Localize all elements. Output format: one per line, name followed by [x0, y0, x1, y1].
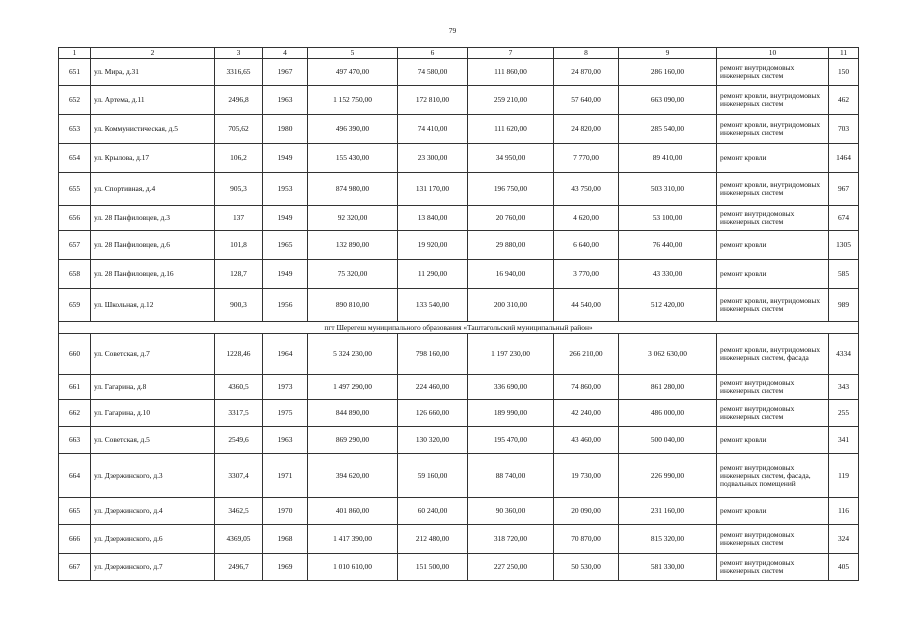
row-number: 666 — [59, 525, 91, 554]
address-cell: ул. Гагарина, д.10 — [91, 400, 215, 427]
amount-cell: 42 240,00 — [554, 400, 619, 427]
table-row — [59, 86, 859, 115]
amount-cell: 224 460,00 — [398, 375, 468, 400]
amount-cell: 130 320,00 — [398, 427, 468, 454]
row-number: 651 — [59, 59, 91, 86]
amount-cell: 3 770,00 — [554, 260, 619, 289]
area-cell: 4360,5 — [215, 375, 263, 400]
amount-cell: 13 840,00 — [398, 206, 468, 231]
amount-cell: 44 540,00 — [554, 289, 619, 322]
table-row — [59, 525, 859, 554]
work-type-cell: ремонт внутридомовых инженерных систем — [717, 59, 829, 86]
area-cell: 128,7 — [215, 260, 263, 289]
capital-repair-table — [58, 47, 859, 581]
amount-cell: 43 460,00 — [554, 427, 619, 454]
column-header: 11 — [829, 48, 859, 59]
amount-cell: 227 250,00 — [468, 554, 554, 581]
row-number: 665 — [59, 498, 91, 525]
area-cell: 2496,8 — [215, 86, 263, 115]
year-cell: 1963 — [263, 86, 308, 115]
total-cost-cell: 1 010 610,00 — [308, 554, 398, 581]
value-cell: 703 — [829, 115, 859, 144]
total-cost-cell: 1 152 750,00 — [308, 86, 398, 115]
table-row — [59, 427, 859, 454]
amount-cell: 231 160,00 — [619, 498, 717, 525]
work-type-cell: ремонт внутридомовых инженерных систем, фасада, подвальных помещений — [717, 454, 829, 498]
address-cell: ул. Школьная, д.12 — [91, 289, 215, 322]
amount-cell: 266 210,00 — [554, 334, 619, 375]
area-cell: 900,3 — [215, 289, 263, 322]
amount-cell: 512 420,00 — [619, 289, 717, 322]
amount-cell: 500 040,00 — [619, 427, 717, 454]
amount-cell: 24 820,00 — [554, 115, 619, 144]
total-cost-cell: 869 290,00 — [308, 427, 398, 454]
year-cell: 1967 — [263, 59, 308, 86]
work-type-cell: ремонт кровли — [717, 144, 829, 173]
address-cell: ул. 28 Панфиловцев, д.16 — [91, 260, 215, 289]
amount-cell: 53 100,00 — [619, 206, 717, 231]
amount-cell: 4 620,00 — [554, 206, 619, 231]
table-row — [59, 260, 859, 289]
amount-cell: 861 280,00 — [619, 375, 717, 400]
work-type-cell: ремонт кровли — [717, 260, 829, 289]
value-cell: 4334 — [829, 334, 859, 375]
value-cell: 989 — [829, 289, 859, 322]
area-cell: 3317,5 — [215, 400, 263, 427]
amount-cell: 1 197 230,00 — [468, 334, 554, 375]
amount-cell: 29 880,00 — [468, 231, 554, 260]
amount-cell: 74 860,00 — [554, 375, 619, 400]
address-cell: ул. Дзержинского, д.3 — [91, 454, 215, 498]
amount-cell: 195 470,00 — [468, 427, 554, 454]
row-number: 667 — [59, 554, 91, 581]
amount-cell: 172 810,00 — [398, 86, 468, 115]
total-cost-cell: 844 890,00 — [308, 400, 398, 427]
area-cell: 101,8 — [215, 231, 263, 260]
table-row — [59, 206, 859, 231]
address-cell: ул. Крылова, д.17 — [91, 144, 215, 173]
total-cost-cell: 890 810,00 — [308, 289, 398, 322]
work-type-cell: ремонт кровли, внутридомовых инженерных систем — [717, 86, 829, 115]
column-header: 7 — [468, 48, 554, 59]
amount-cell: 90 360,00 — [468, 498, 554, 525]
row-number: 653 — [59, 115, 91, 144]
year-cell: 1949 — [263, 260, 308, 289]
address-cell: ул. Дзержинского, д.4 — [91, 498, 215, 525]
work-type-cell: ремонт внутридомовых инженерных систем — [717, 206, 829, 231]
amount-cell: 19 920,00 — [398, 231, 468, 260]
table-row — [59, 554, 859, 581]
year-cell: 1965 — [263, 231, 308, 260]
table-row — [59, 59, 859, 86]
total-cost-cell: 401 860,00 — [308, 498, 398, 525]
year-cell: 1949 — [263, 144, 308, 173]
amount-cell: 74 580,00 — [398, 59, 468, 86]
table-row — [59, 231, 859, 260]
total-cost-cell: 1 417 390,00 — [308, 525, 398, 554]
section-title: пгт Шерегеш муниципального образования «Таштагольский муниципальный район» — [59, 322, 859, 334]
amount-cell: 200 310,00 — [468, 289, 554, 322]
address-cell: ул. Спортивная, д.4 — [91, 173, 215, 206]
amount-cell: 11 290,00 — [398, 260, 468, 289]
total-cost-cell: 132 890,00 — [308, 231, 398, 260]
column-header: 1 — [59, 48, 91, 59]
value-cell: 324 — [829, 525, 859, 554]
value-cell: 1464 — [829, 144, 859, 173]
work-type-cell: ремонт внутридомовых инженерных систем — [717, 554, 829, 581]
address-cell: ул. Коммунистическая, д.5 — [91, 115, 215, 144]
value-cell: 150 — [829, 59, 859, 86]
page-number: 79 — [448, 26, 457, 35]
address-cell: ул. 28 Панфиловцев, д.3 — [91, 206, 215, 231]
total-cost-cell: 874 980,00 — [308, 173, 398, 206]
row-number: 662 — [59, 400, 91, 427]
table-row — [59, 334, 859, 375]
amount-cell: 19 730,00 — [554, 454, 619, 498]
amount-cell: 59 160,00 — [398, 454, 468, 498]
amount-cell: 133 540,00 — [398, 289, 468, 322]
address-cell: ул. Артема, д.11 — [91, 86, 215, 115]
amount-cell: 581 330,00 — [619, 554, 717, 581]
column-header: 10 — [717, 48, 829, 59]
work-type-cell: ремонт кровли, внутридомовых инженерных систем — [717, 289, 829, 322]
year-cell: 1973 — [263, 375, 308, 400]
amount-cell: 34 950,00 — [468, 144, 554, 173]
year-cell: 1971 — [263, 454, 308, 498]
amount-cell: 286 160,00 — [619, 59, 717, 86]
amount-cell: 76 440,00 — [619, 231, 717, 260]
row-number: 658 — [59, 260, 91, 289]
area-cell: 137 — [215, 206, 263, 231]
amount-cell: 89 410,00 — [619, 144, 717, 173]
work-type-cell: ремонт кровли, внутридомовых инженерных систем — [717, 115, 829, 144]
area-cell: 705,62 — [215, 115, 263, 144]
amount-cell: 189 990,00 — [468, 400, 554, 427]
amount-cell: 151 500,00 — [398, 554, 468, 581]
amount-cell: 57 640,00 — [554, 86, 619, 115]
value-cell: 255 — [829, 400, 859, 427]
header-row — [59, 48, 859, 59]
amount-cell: 815 320,00 — [619, 525, 717, 554]
column-header: 9 — [619, 48, 717, 59]
total-cost-cell: 155 430,00 — [308, 144, 398, 173]
value-cell: 585 — [829, 260, 859, 289]
amount-cell: 798 160,00 — [398, 334, 468, 375]
row-number: 656 — [59, 206, 91, 231]
work-type-cell: ремонт кровли — [717, 427, 829, 454]
column-header: 8 — [554, 48, 619, 59]
value-cell: 341 — [829, 427, 859, 454]
amount-cell: 486 000,00 — [619, 400, 717, 427]
area-cell: 905,3 — [215, 173, 263, 206]
area-cell: 2496,7 — [215, 554, 263, 581]
work-type-cell: ремонт внутридомовых инженерных систем — [717, 525, 829, 554]
table-row — [59, 144, 859, 173]
address-cell: ул. Советская, д.7 — [91, 334, 215, 375]
amount-cell: 196 750,00 — [468, 173, 554, 206]
amount-cell: 43 750,00 — [554, 173, 619, 206]
value-cell: 119 — [829, 454, 859, 498]
total-cost-cell: 394 620,00 — [308, 454, 398, 498]
value-cell: 343 — [829, 375, 859, 400]
table-row — [59, 115, 859, 144]
row-number: 652 — [59, 86, 91, 115]
amount-cell: 50 530,00 — [554, 554, 619, 581]
amount-cell: 663 090,00 — [619, 86, 717, 115]
row-number: 660 — [59, 334, 91, 375]
amount-cell: 60 240,00 — [398, 498, 468, 525]
table-row — [59, 375, 859, 400]
section-row — [59, 322, 859, 334]
amount-cell: 24 870,00 — [554, 59, 619, 86]
table-row — [59, 454, 859, 498]
table-row — [59, 289, 859, 322]
work-type-cell: ремонт кровли, внутридомовых инженерных систем — [717, 173, 829, 206]
amount-cell: 70 870,00 — [554, 525, 619, 554]
address-cell: ул. 28 Панфиловцев, д.6 — [91, 231, 215, 260]
table-row — [59, 400, 859, 427]
address-cell: ул. Советская, д.5 — [91, 427, 215, 454]
column-header: 4 — [263, 48, 308, 59]
row-number: 659 — [59, 289, 91, 322]
amount-cell: 3 062 630,00 — [619, 334, 717, 375]
column-header: 6 — [398, 48, 468, 59]
row-number: 654 — [59, 144, 91, 173]
amount-cell: 126 660,00 — [398, 400, 468, 427]
value-cell: 967 — [829, 173, 859, 206]
amount-cell: 88 740,00 — [468, 454, 554, 498]
row-number: 657 — [59, 231, 91, 260]
year-cell: 1956 — [263, 289, 308, 322]
year-cell: 1975 — [263, 400, 308, 427]
table-row — [59, 498, 859, 525]
table-row — [59, 173, 859, 206]
work-type-cell: ремонт внутридомовых инженерных систем — [717, 375, 829, 400]
value-cell: 1305 — [829, 231, 859, 260]
amount-cell: 20 760,00 — [468, 206, 554, 231]
area-cell: 2549,6 — [215, 427, 263, 454]
amount-cell: 7 770,00 — [554, 144, 619, 173]
year-cell: 1969 — [263, 554, 308, 581]
year-cell: 1980 — [263, 115, 308, 144]
amount-cell: 318 720,00 — [468, 525, 554, 554]
total-cost-cell: 5 324 230,00 — [308, 334, 398, 375]
area-cell: 4369,05 — [215, 525, 263, 554]
total-cost-cell: 496 390,00 — [308, 115, 398, 144]
total-cost-cell: 1 497 290,00 — [308, 375, 398, 400]
value-cell: 116 — [829, 498, 859, 525]
row-number: 655 — [59, 173, 91, 206]
column-header: 5 — [308, 48, 398, 59]
address-cell: ул. Дзержинского, д.7 — [91, 554, 215, 581]
work-type-cell: ремонт кровли, внутридомовых инженерных систем, фасада — [717, 334, 829, 375]
amount-cell: 503 310,00 — [619, 173, 717, 206]
amount-cell: 111 860,00 — [468, 59, 554, 86]
total-cost-cell: 75 320,00 — [308, 260, 398, 289]
value-cell: 405 — [829, 554, 859, 581]
year-cell: 1963 — [263, 427, 308, 454]
amount-cell: 336 690,00 — [468, 375, 554, 400]
column-header: 3 — [215, 48, 263, 59]
value-cell: 674 — [829, 206, 859, 231]
address-cell: ул. Мира, д.31 — [91, 59, 215, 86]
row-number: 661 — [59, 375, 91, 400]
year-cell: 1949 — [263, 206, 308, 231]
amount-cell: 16 940,00 — [468, 260, 554, 289]
row-number: 663 — [59, 427, 91, 454]
amount-cell: 212 480,00 — [398, 525, 468, 554]
value-cell: 462 — [829, 86, 859, 115]
year-cell: 1968 — [263, 525, 308, 554]
amount-cell: 23 300,00 — [398, 144, 468, 173]
amount-cell: 226 990,00 — [619, 454, 717, 498]
amount-cell: 111 620,00 — [468, 115, 554, 144]
amount-cell: 259 210,00 — [468, 86, 554, 115]
row-number: 664 — [59, 454, 91, 498]
area-cell: 3462,5 — [215, 498, 263, 525]
year-cell: 1970 — [263, 498, 308, 525]
area-cell: 3316,65 — [215, 59, 263, 86]
address-cell: ул. Гагарина, д.8 — [91, 375, 215, 400]
work-type-cell: ремонт внутридомовых инженерных систем — [717, 400, 829, 427]
amount-cell: 131 170,00 — [398, 173, 468, 206]
column-header: 2 — [91, 48, 215, 59]
amount-cell: 74 410,00 — [398, 115, 468, 144]
amount-cell: 6 640,00 — [554, 231, 619, 260]
work-type-cell: ремонт кровли — [717, 231, 829, 260]
amount-cell: 43 330,00 — [619, 260, 717, 289]
work-type-cell: ремонт кровли — [717, 498, 829, 525]
year-cell: 1953 — [263, 173, 308, 206]
area-cell: 3307,4 — [215, 454, 263, 498]
total-cost-cell: 497 470,00 — [308, 59, 398, 86]
amount-cell: 20 090,00 — [554, 498, 619, 525]
amount-cell: 285 540,00 — [619, 115, 717, 144]
area-cell: 1228,46 — [215, 334, 263, 375]
area-cell: 106,2 — [215, 144, 263, 173]
address-cell: ул. Дзержинского, д.6 — [91, 525, 215, 554]
total-cost-cell: 92 320,00 — [308, 206, 398, 231]
year-cell: 1964 — [263, 334, 308, 375]
